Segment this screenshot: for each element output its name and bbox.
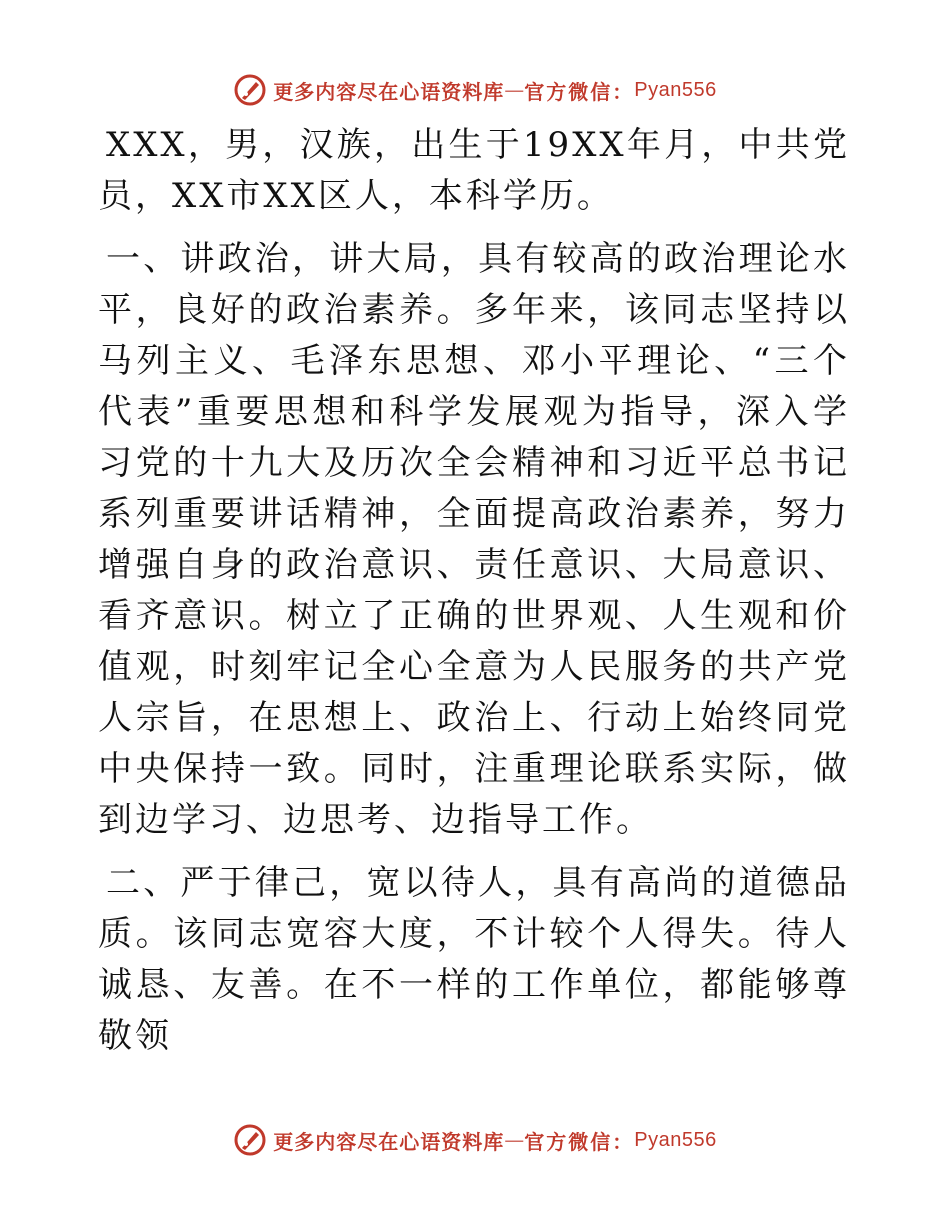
paragraph-section-2: 二、严于律己，宽以待人，具有高尚的道德品质。该同志宽容大度，不计较个人得失。待人诚恳、友善。在不一样的工作单位，都能够尊敬领 [98,863,850,1056]
watermark-dash: — [504,1128,525,1152]
quill-logo-icon [233,1123,267,1157]
paragraph-intro: XXX，男，汉族，出生于19XX年月，中共党员，XX市XX区人，本科学历。 [98,125,850,216]
watermark-official-label: 官方微信： [524,79,635,104]
watermark-dash: — [504,78,525,102]
header-watermark [0,70,950,110]
quill-logo-icon [233,73,267,107]
watermark-wechat-id: Pyan556 [634,78,717,101]
document-body [98,120,850,1062]
paragraph-section-1: 一、讲政治，讲大局，具有较高的政治理论水平，良好的政治素养。多年来，该同志坚持以马列主义、毛泽东思想、邓小平理论、“三个代表”重要思想和科学发展观为指导，深入学习党的十九大及历次全会精神和习近平总书记系列重要讲话精神，全面提高政治素养，努力增强自身的政治意识、责任意识、大局意识、看齐意识。树立了正确的世界观、人生观和价值观，时刻牢记全心全意为人民服务的共产党人宗旨，在思想上、政治上、行动上始终同党中央保持一致。同时，注重理论联系实际，做到边学习、边思考、边指导工作。 [98,239,850,840]
watermark-wechat-id: Pyan556 [634,1128,717,1151]
watermark-site-text: 更多内容尽在心语资料库 [273,1129,505,1154]
watermark-official-label: 官方微信： [524,1129,635,1154]
watermark-site-text: 更多内容尽在心语资料库 [273,79,505,104]
footer-watermark [0,1120,950,1160]
